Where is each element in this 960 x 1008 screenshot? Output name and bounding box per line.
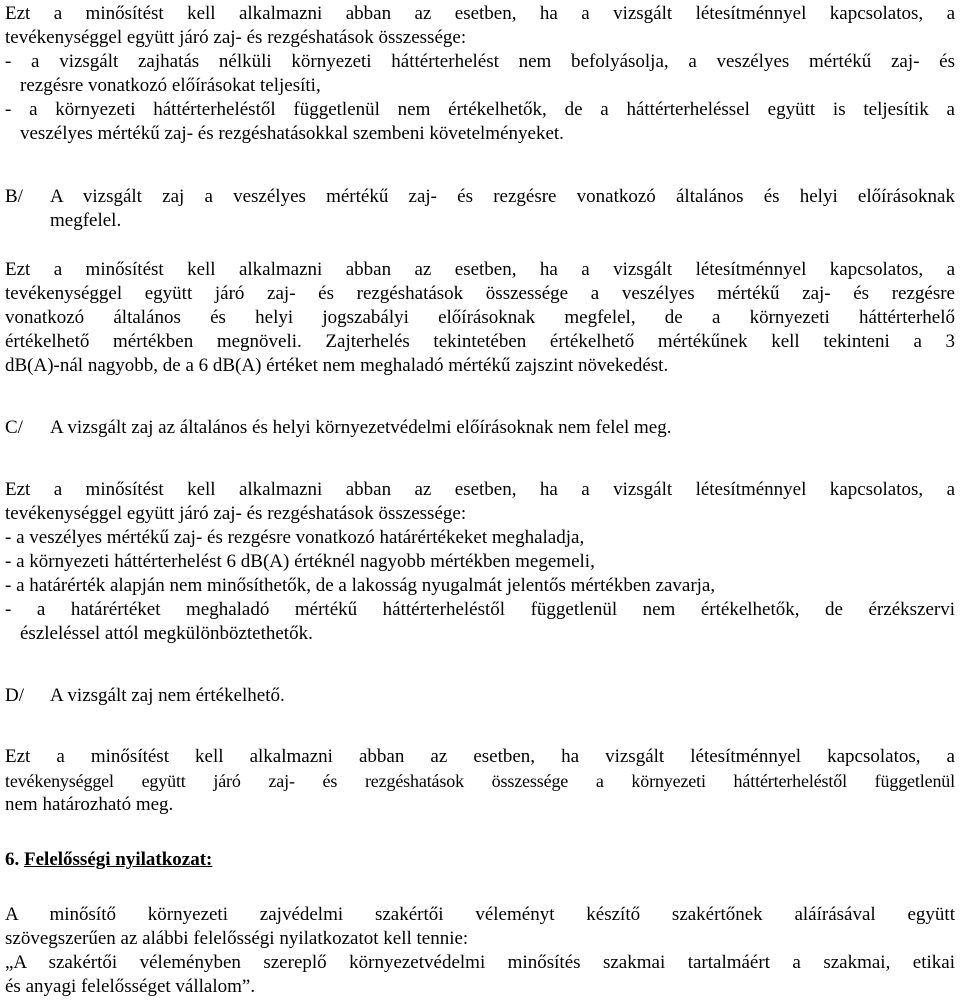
- section-heading-d: A vizsgált zaj nem értékelhető.: [50, 685, 285, 706]
- paragraph-line: Ezt a minősítést kell alkalmazni abban az esetben, ha a vizsgált létesítménnyel kapcsolatos, a: [5, 3, 955, 24]
- list-item-line: - a veszélyes mértékű zaj- és rezgésre vonatkozó határértékeket meghaladja,: [5, 527, 585, 548]
- section-number: 6.: [5, 849, 20, 870]
- paragraph-line: tevékenységgel együtt járó zaj- és rezgéshatások összessége a környezeti háttérterheléstől függetlenül: [5, 771, 955, 791]
- paragraph-line: szövegszerűen az alábbi felelősségi nyilatkozatot kell tennie:: [5, 928, 469, 949]
- section-label-b: B/: [5, 186, 23, 207]
- paragraph-line: nem határozható meg.: [5, 794, 174, 815]
- paragraph-line: A minősítő környezeti zajvédelmi szakértői véleményt készítő szakértőnek aláírásával együtt: [5, 904, 955, 925]
- section-heading-b: A vizsgált zaj a veszélyes mértékű zaj- és rezgésre vonatkozó általános és helyi előírásoknak: [50, 186, 955, 207]
- section-heading-b: megfelel.: [50, 210, 122, 231]
- paragraph-line: értékelhető mértékben megnöveli. Zajterhelés tekintetében értékelhető mértékűnek kell tekinteni a 3: [5, 331, 955, 352]
- paragraph-line: Ezt a minősítést kell alkalmazni abban az esetben, ha vizsgált létesítménnyel kapcsolatos, a: [5, 746, 955, 767]
- paragraph-line: dB(A)-nál nagyobb, de a 6 dB(A) értéket nem meghaladó mértékű zajszint növekedést.: [5, 355, 669, 376]
- list-item-line: - a környezeti háttérterheléstől függetlenül nem értékelhetők, de a háttérterheléssel együtt is teljesítik a: [5, 99, 955, 120]
- paragraph-line: vonatkozó általános és helyi jogszabályi előírásoknak megfelel, de a környezeti háttérterhelő: [5, 307, 955, 328]
- paragraph-line: Ezt a minősítést kell alkalmazni abban az esetben, ha a vizsgált létesítménnyel kapcsolatos, a: [5, 479, 955, 500]
- list-item-line: - a határérték alapján nem minősíthetők, de a lakosság nyugalmát jelentős mértékben zavarja,: [5, 575, 716, 596]
- list-item-line: észleléssel attól megkülönböztethetők.: [20, 623, 313, 644]
- paragraph-line: tevékenységgel együtt járó zaj- és rezgéshatások összessége a veszélyes mértékű zaj- és rezgésre: [5, 283, 955, 304]
- section-label-d: D/: [5, 685, 24, 706]
- section-label-c: C/: [5, 417, 23, 438]
- section-heading-6: [5, 848, 955, 872]
- section-heading-c: A vizsgált zaj az általános és helyi környezetvédelmi előírásoknak nem felel meg.: [50, 417, 672, 438]
- paragraph-line: Ezt a minősítést kell alkalmazni abban az esetben, ha a vizsgált létesítménnyel kapcsolatos, a: [5, 259, 955, 280]
- paragraph-line: tevékenységgel együtt járó zaj- és rezgéshatások összessége:: [5, 503, 467, 524]
- list-item-line: rezgésre vonatkozó előírásokat teljesíti,: [20, 75, 321, 96]
- list-item-line: - a vizsgált zajhatás nélküli környezeti háttérterhelést nem befolyásolja, a veszélyes mértékű zaj- és: [5, 51, 955, 72]
- section-title: Felelősségi nyilatkozat:: [24, 849, 213, 870]
- paragraph-line: tevékenységgel együtt járó zaj- és rezgéshatások összessége:: [5, 27, 467, 48]
- list-item-line: - a környezeti háttérterhelést 6 dB(A) értéknél nagyobb mértékben megemeli,: [5, 551, 595, 572]
- list-item-line: - a határértéket meghaladó mértékű háttérterheléstől függetlenül nem értékelhetők, de érzékszervi: [5, 599, 955, 620]
- quote-line: és anyagi felelősséget vállalom”.: [5, 976, 256, 997]
- list-item-line: veszélyes mértékű zaj- és rezgéshatásokkal szembeni követelményeket.: [20, 123, 564, 144]
- quote-line: „A szakértői véleményben szereplő környezetvédelmi minősítés szakmai tartalmáért a szakmai, etikai: [5, 952, 955, 973]
